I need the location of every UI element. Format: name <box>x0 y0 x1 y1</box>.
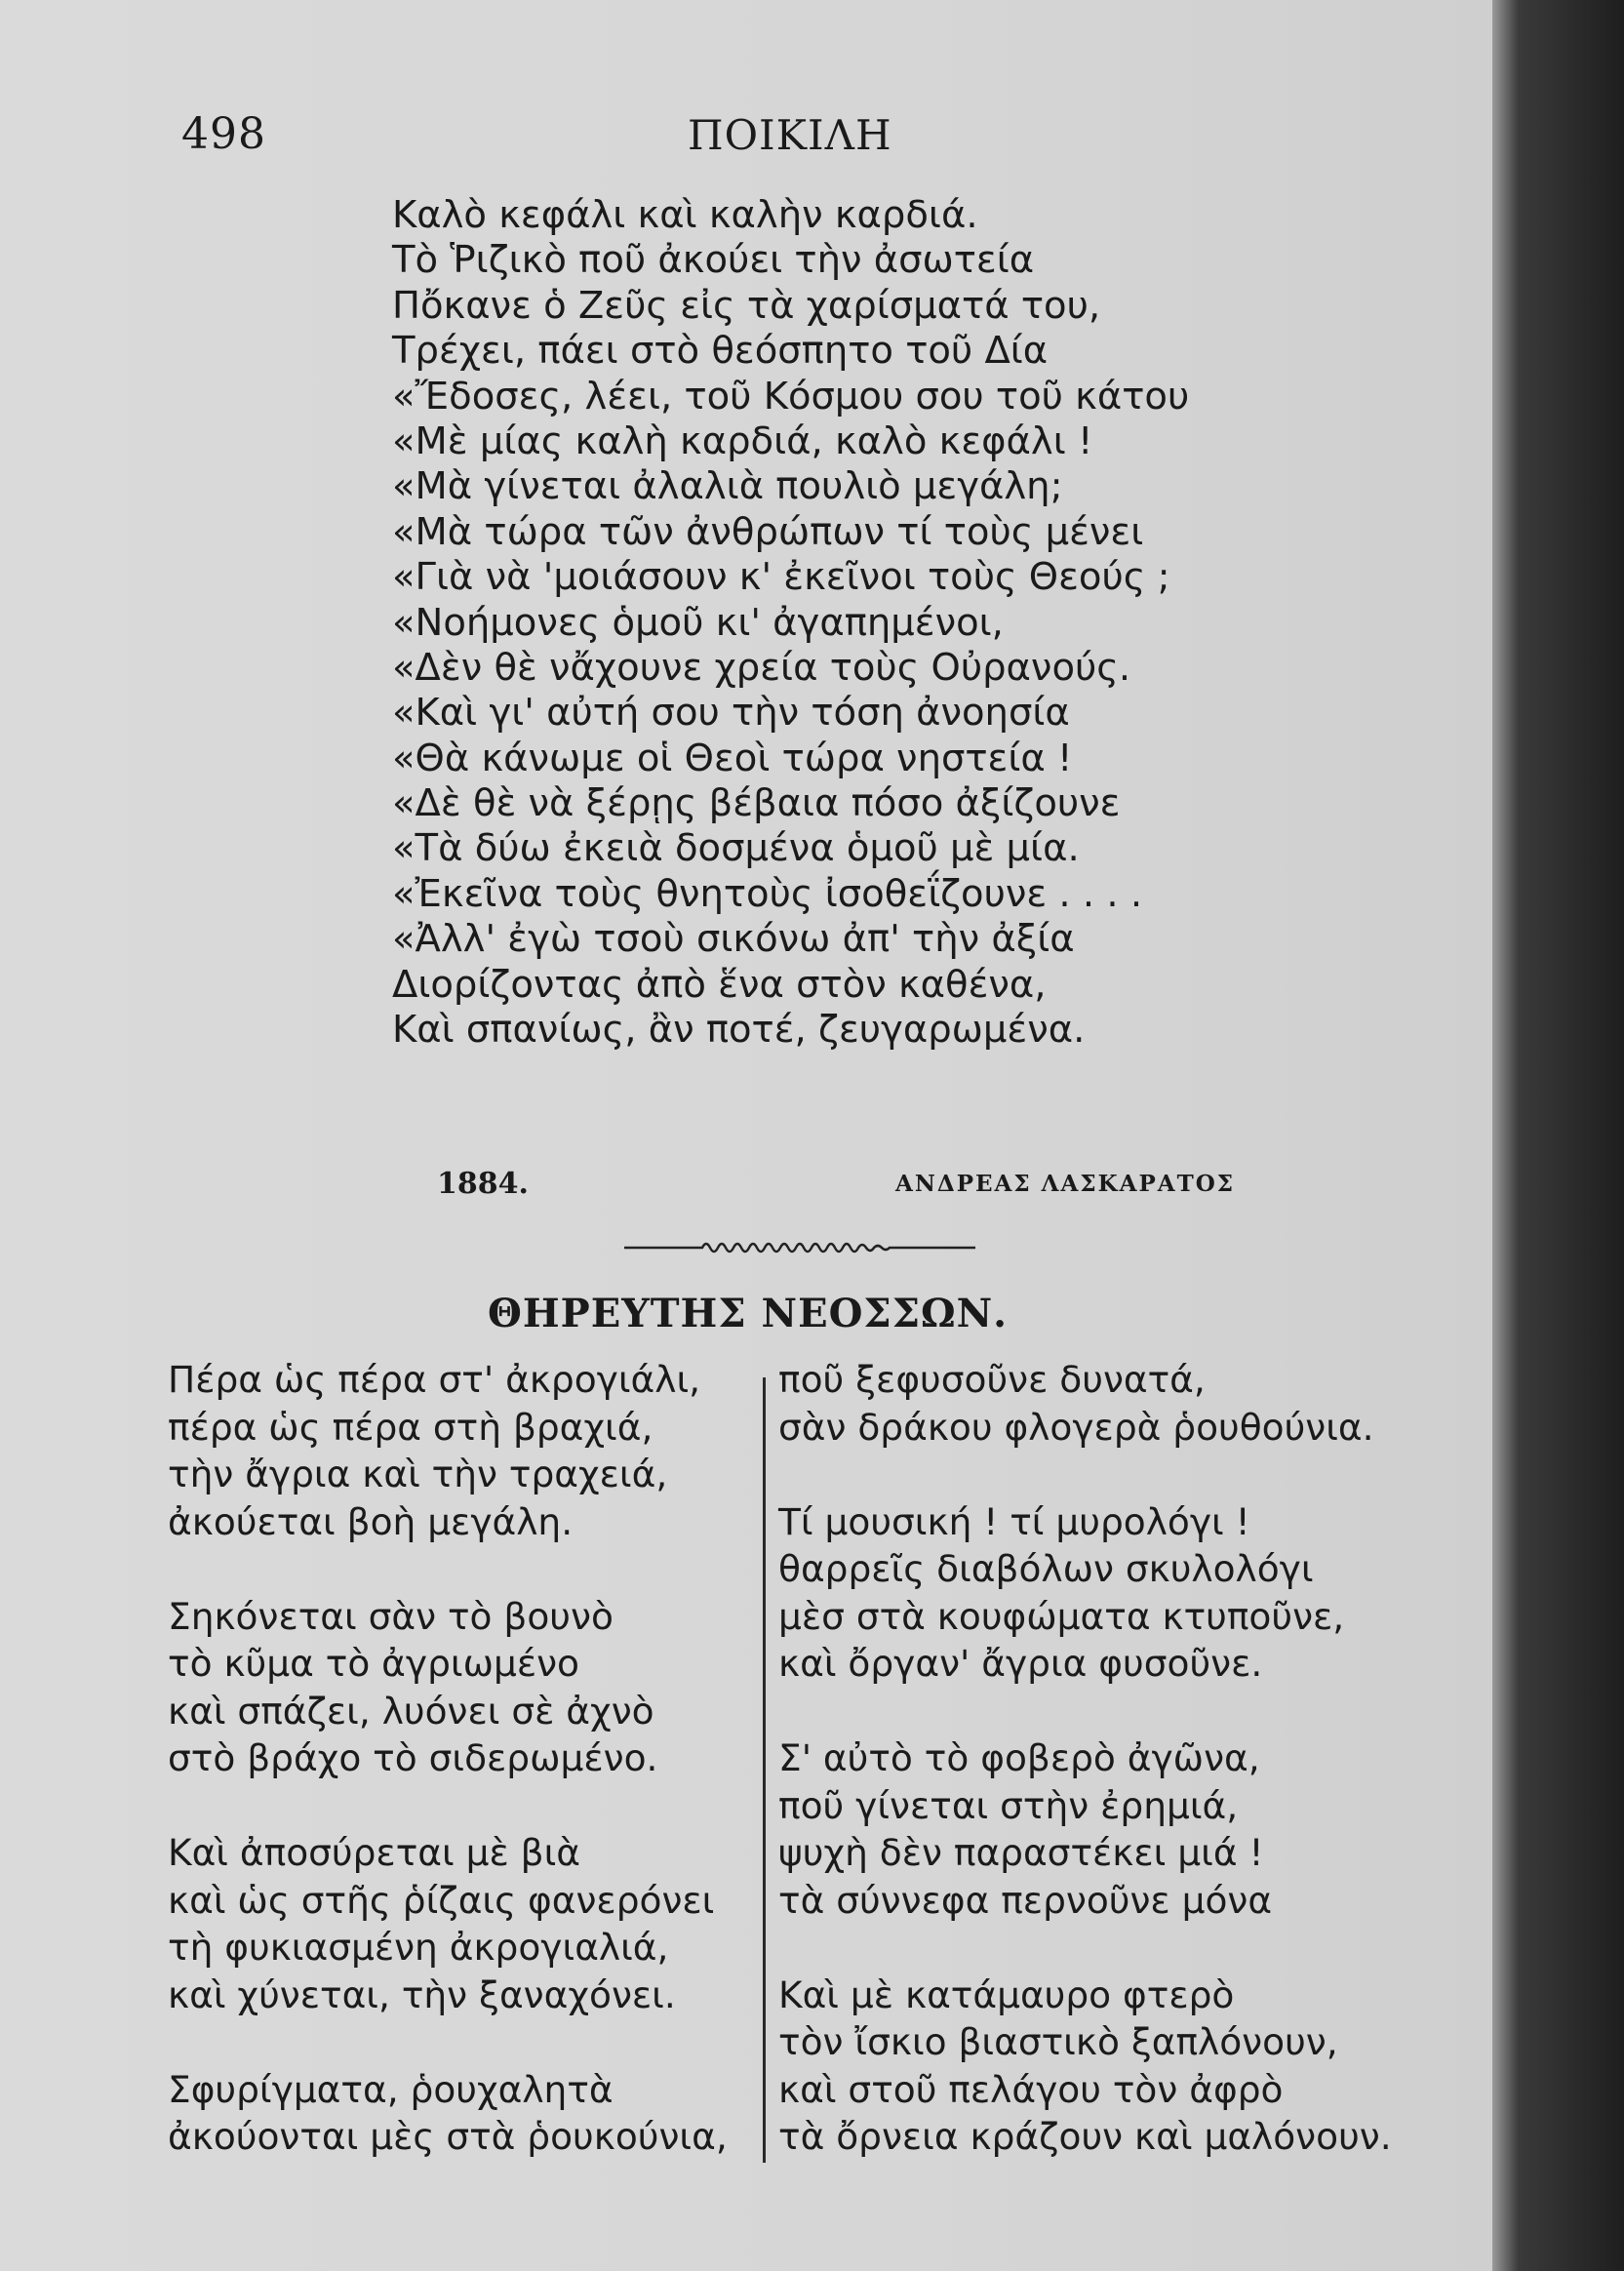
poem-line: τὰ ὄρνεια κράζουν καὶ μαλόνουν. <box>778 2115 1392 2158</box>
poem-line: «Μὰ γίνεται ἀλαλιὰ πουλιὸ μεγάλη; <box>392 464 1063 509</box>
poem-line: «Γιὰ νὰ 'μοιάσουν κ' ἐκεῖνοι τοὺς Θεούς ; <box>392 555 1170 600</box>
stanza <box>778 1498 1392 1688</box>
poem-left-column <box>168 1356 728 2161</box>
poem-line: «Ἐκεῖνα τοὺς θνητοὺς ἰσοθεΐζουνε . . . . <box>392 871 1143 916</box>
poem-line: πέρα ὡς πέρα στὴ βραχιά, <box>168 1405 654 1449</box>
poem-one <box>392 193 1189 1053</box>
poem-line: ποῦ γίνεται στὴν ἐρημιά, <box>778 1783 1239 1827</box>
poem-line: σὰν δράκου φλογερὰ ῥουθούνια. <box>778 1405 1374 1449</box>
poem-line: «Μὰ τώρα τῶν ἀνθρώπων τί τοὺς μένει <box>392 509 1144 554</box>
poem-line: τὴν ἄγρια καὶ τὴν τραχειά, <box>168 1453 668 1495</box>
poem-line: Καὶ ἀποσύρεται μὲ βιὰ <box>168 1831 580 1874</box>
poem-date: 1884. <box>437 1167 529 1201</box>
poem-line: «Δὲν θὲ νἄχουνε χρεία τοὺς Οὐρανούς. <box>392 645 1131 690</box>
poem-line: θαρρεῖς διαβόλων σκυλολόγι <box>778 1547 1314 1590</box>
poem-author: ΑΝΔΡΕΑΣ ΛΑΣΚΑΡΑΤΟΣ <box>895 1171 1235 1197</box>
poem-line: Καὶ μὲ κατάμαυρο φτερὸ <box>778 1972 1235 2016</box>
poem-line: ψυχὴ δὲν παραστέκει μιά ! <box>778 1831 1264 1874</box>
poem-line: ποῦ ξεφυσοῦνε δυνατά, <box>778 1358 1206 1401</box>
page-number: 498 <box>181 109 266 159</box>
stanza <box>168 1593 728 1782</box>
poem-line: καὶ στοῦ πελάγου τὸν ἀφρὸ <box>778 2067 1284 2111</box>
poem-line: «Μὲ μίας καλὴ καρδιά, καλὸ κεφάλι ! <box>392 418 1093 463</box>
poem-line: Διορίζοντας ἀπὸ ἕνα στὸν καθένα, <box>392 962 1047 1007</box>
poem-line: «Νοήμονες ὁμοῦ κι' ἀγαπημένοι, <box>392 600 1004 645</box>
poem-line: καὶ ὡς στῆς ῥίζαις φανερόνει <box>168 1878 715 1922</box>
poem-line: τὰ σύννεφα περνοῦνε μόνα <box>778 1878 1273 1922</box>
poem-line: καὶ χύνεται, τὴν ξαναχόνει. <box>168 1972 676 2016</box>
stanza <box>168 1829 728 2018</box>
stanza <box>168 1356 728 1545</box>
poem-line: καὶ σπάζει, λυόνει σὲ ἀχνὸ <box>168 1689 654 1733</box>
stanza <box>778 1972 1392 2161</box>
poem-line: «Δὲ θὲ νὰ ξέρῃς βέβαια πόσο ἀξίζουνε <box>392 781 1121 826</box>
poem-line: καὶ ὄργαν' ἄγρια φυσοῦνε. <box>778 1642 1263 1685</box>
poem-line: «Καὶ γι' αὐτή σου τὴν τόση ἀνοησία <box>392 691 1070 736</box>
poem-line: ἀκούονται μὲς στὰ ῥουκούνια, <box>168 2115 728 2158</box>
running-title: ΠΟΙΚΙΛΗ <box>688 111 892 159</box>
poem-line: μὲσ στὰ κουφώματα κτυποῦνε, <box>778 1594 1345 1638</box>
poem-line: «Θὰ κάνωμε οἱ Θεοὶ τώρα νηστεία ! <box>392 736 1073 780</box>
poem-line: τὸν ἴσκιο βιαστικὸ ξαπλόνουν, <box>778 2020 1338 2063</box>
poem-line: τὸ κῦμα τὸ ἀγριωμένο <box>168 1642 580 1685</box>
poem-line: Τὸ Ῥιζικὸ ποῦ ἀκούει τὴν ἀσωτεία <box>392 238 1035 283</box>
poem-line: Πὄκανε ὁ Ζεῦς εἰς τὰ χαρίσματά του, <box>392 283 1101 328</box>
poem-line: Καὶ σπανίως, ἂν ποτέ, ζευγαρωμένα. <box>392 1008 1086 1053</box>
poem-line: Σηκόνεται σὰν τὸ βουνὸ <box>168 1594 614 1638</box>
poem-line: ἀκούεται βοὴ μεγάλη. <box>168 1499 574 1543</box>
poem-title: ΘΗΡΕΥΤΗΣ ΝΕΟΣΣΩΝ. <box>488 1291 1009 1336</box>
stanza <box>168 2066 728 2161</box>
stanza <box>778 1734 1392 1924</box>
poem-line: στὸ βράχο τὸ σιδερωμένο. <box>168 1736 658 1779</box>
poem-line: Τρέχει, πάει στὸ θεόσπητο τοῦ Δία <box>392 329 1049 374</box>
poem-line: Πέρα ὡς πέρα στ' ἀκρογιάλι, <box>168 1358 701 1401</box>
poem-line: Σφυρίγματα, ῥουχαλητὰ <box>168 2067 614 2111</box>
poem-line: «Τὰ δύω ἐκειὰ δοσμένα ὁμοῦ μὲ μία. <box>392 826 1080 871</box>
poem-line: τὴ φυκιασμένη ἀκρογιαλιά, <box>168 1926 669 1969</box>
poem-line: Καλὸ κεφάλι καὶ καλὴν καρδιά. <box>392 193 978 237</box>
ornamental-divider <box>624 1231 975 1260</box>
poem-right-column <box>778 1356 1392 2161</box>
poem-line: «Ἔδοσες, λέει, τοῦ Κόσμου σου τοῦ κάτου <box>392 374 1190 418</box>
poem-line: Σ' αὐτὸ τὸ φοβερὸ ἀγῶνα, <box>778 1736 1260 1779</box>
poem-line: «Ἀλλ' ἐγὼ τσοὺ σικόνω ἀπ' τὴν ἀξία <box>392 917 1075 962</box>
poem-line: Τί μουσική ! τί μυρολόγι ! <box>778 1499 1250 1543</box>
stanza <box>778 1356 1392 1451</box>
column-divider-rule <box>763 1377 766 2163</box>
book-spine-shadow <box>1492 0 1624 2271</box>
